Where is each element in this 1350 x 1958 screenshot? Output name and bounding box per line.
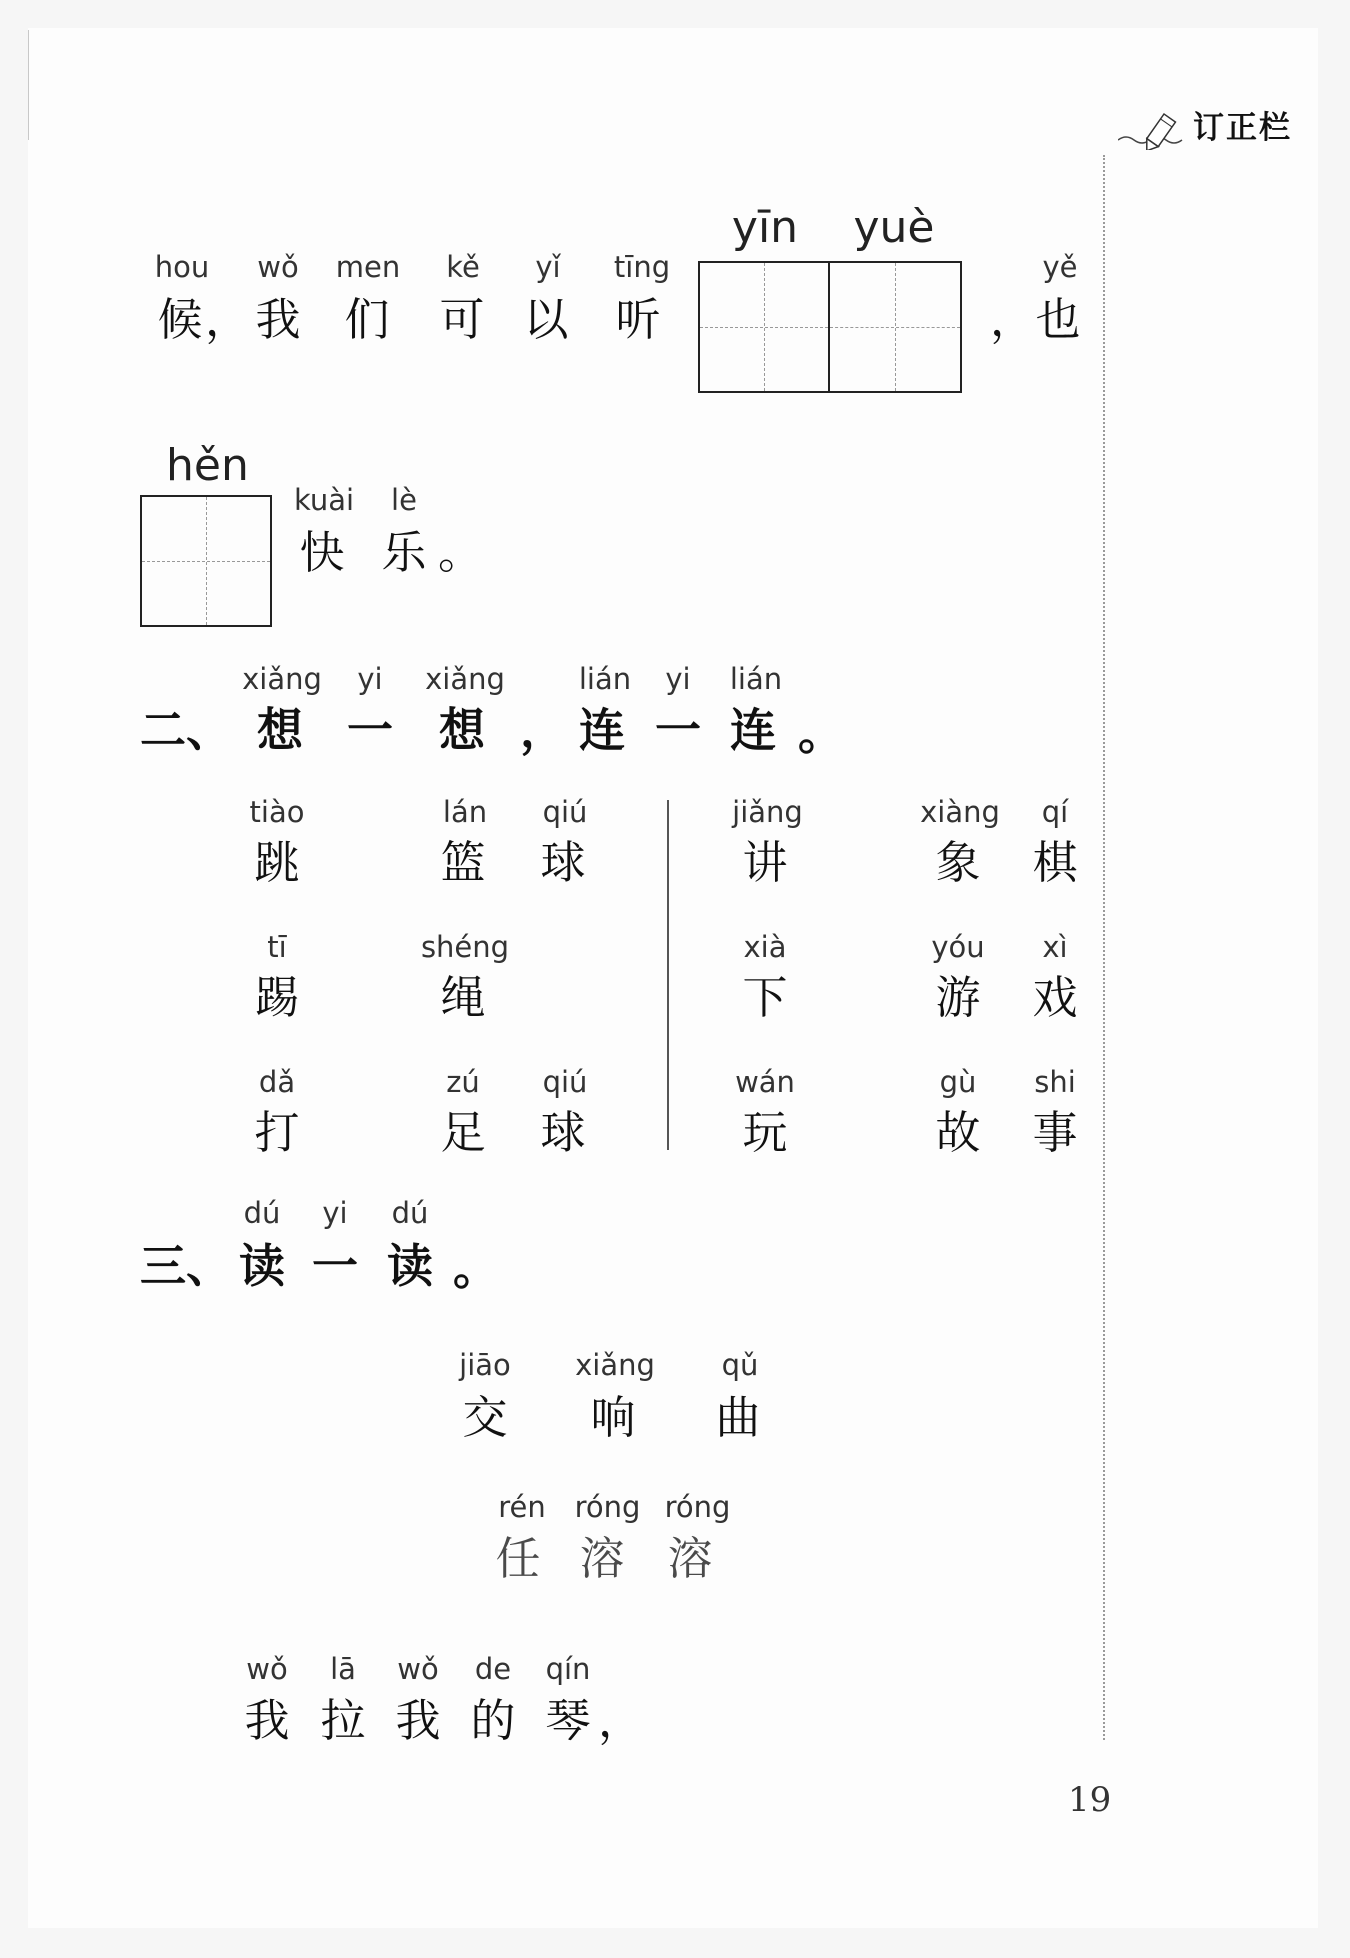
punctuation: 。 <box>453 1241 499 1295</box>
pinyin: róng <box>664 1490 731 1524</box>
pinyin: qín <box>545 1652 591 1686</box>
poem-author-char: 任 <box>495 1532 541 1585</box>
poem-author-char: 溶 <box>579 1532 625 1585</box>
writing-box[interactable] <box>698 261 830 393</box>
match-item[interactable]: 绳 <box>440 971 486 1024</box>
pinyin: jiāo <box>459 1348 511 1382</box>
pinyin: yi <box>665 662 691 696</box>
poem-char: 我 <box>244 1694 290 1747</box>
pinyin: xiǎng <box>575 1348 655 1382</box>
hanzi: 连 <box>579 703 625 757</box>
poem-title-char: 曲 <box>715 1391 761 1444</box>
match-item[interactable]: 球 <box>540 1106 586 1159</box>
pinyin: dǎ <box>258 1065 296 1099</box>
match-item[interactable]: 篮 <box>440 836 486 889</box>
pinyin: yǐ <box>535 250 561 284</box>
pinyin: dú <box>391 1196 429 1230</box>
pinyin: de <box>474 1652 512 1686</box>
match-item[interactable]: 戏 <box>1032 971 1078 1024</box>
pinyin: wǒ <box>246 1652 288 1686</box>
punctuation: 。 <box>438 526 484 579</box>
pinyin: shi <box>1034 1065 1076 1099</box>
hanzi: 读 <box>239 1239 285 1293</box>
pinyin: lán <box>442 795 488 829</box>
pinyin: xiàng <box>920 795 1000 829</box>
pinyin: wán <box>735 1065 795 1099</box>
pinyin: gù <box>939 1065 977 1099</box>
hanzi: 也 <box>1035 293 1081 346</box>
correction-column-divider <box>1103 155 1105 1740</box>
pinyin-prompt: yuè <box>853 202 935 253</box>
match-item[interactable]: 故 <box>935 1106 981 1159</box>
pinyin: xiǎng <box>242 662 322 696</box>
match-item[interactable]: 打 <box>254 1106 300 1159</box>
pinyin: wǒ <box>397 1652 439 1686</box>
hanzi: 们 <box>344 293 390 346</box>
punctuation: ， <box>520 703 566 757</box>
pinyin: lián <box>729 662 783 696</box>
pinyin: yóu <box>931 930 985 964</box>
hanzi: 想 <box>257 703 303 757</box>
pinyin: xì <box>1042 930 1068 964</box>
match-item[interactable]: 下 <box>742 971 788 1024</box>
poem-char: 的 <box>470 1694 516 1747</box>
hanzi: 乐 <box>381 526 427 579</box>
hanzi: 候 <box>157 293 203 346</box>
hanzi: 以 <box>523 293 569 346</box>
pinyin: yi <box>322 1196 348 1230</box>
poem-title-char: 交 <box>462 1391 508 1444</box>
match-item[interactable]: 事 <box>1032 1106 1078 1159</box>
hanzi: 听 <box>615 293 661 346</box>
match-item[interactable]: 跳 <box>254 836 300 889</box>
pinyin: lè <box>391 483 417 517</box>
poem-char: 拉 <box>320 1694 366 1747</box>
pinyin: yě <box>1042 250 1078 284</box>
section-number: 二、 <box>140 703 232 757</box>
pinyin: lā <box>330 1652 356 1686</box>
poem-char: 我 <box>395 1694 441 1747</box>
hanzi: 一 <box>347 703 393 757</box>
pinyin: jiǎng <box>732 795 803 829</box>
punctuation: ， <box>990 293 1036 346</box>
hanzi: 快 <box>299 526 345 579</box>
section-number: 三、 <box>140 1239 232 1293</box>
pinyin: xiǎng <box>425 662 505 696</box>
match-item[interactable]: 讲 <box>742 836 788 889</box>
hanzi: 读 <box>387 1239 433 1293</box>
match-item[interactable]: 球 <box>540 836 586 889</box>
pinyin: hou <box>154 250 210 284</box>
pinyin: tiào <box>249 795 305 829</box>
match-item[interactable]: 象 <box>935 836 981 889</box>
writing-box[interactable] <box>140 495 272 627</box>
pinyin: kuài <box>293 483 355 517</box>
page-edge <box>28 30 29 140</box>
pinyin: wǒ <box>257 250 299 284</box>
pinyin: qǔ <box>721 1348 759 1382</box>
pinyin: kě <box>446 250 480 284</box>
pinyin-prompt: yīn <box>731 202 799 253</box>
match-item[interactable]: 棋 <box>1032 836 1078 889</box>
column-divider <box>667 800 669 1150</box>
pinyin: qí <box>1041 795 1069 829</box>
punctuation: ， <box>205 293 251 346</box>
pinyin: lián <box>578 662 632 696</box>
correction-column-header <box>1118 88 1328 148</box>
match-item[interactable]: 玩 <box>742 1106 788 1159</box>
poem-title-char: 响 <box>590 1391 636 1444</box>
pinyin: róng <box>574 1490 641 1524</box>
pinyin: rén <box>498 1490 546 1524</box>
pinyin: qiú <box>542 795 588 829</box>
hanzi: 连 <box>730 703 776 757</box>
punctuation: 。 <box>798 706 844 760</box>
pinyin: zú <box>446 1065 480 1099</box>
match-item[interactable]: 踢 <box>254 971 300 1024</box>
pinyin: tī <box>267 930 287 964</box>
hanzi: 一 <box>312 1239 358 1293</box>
match-item[interactable]: 游 <box>935 971 981 1024</box>
match-item[interactable]: 足 <box>440 1106 486 1159</box>
pinyin: qiú <box>542 1065 588 1099</box>
punctuation: ， <box>598 1694 644 1747</box>
writing-box[interactable] <box>828 261 962 393</box>
correction-column-label: 订正栏 <box>1193 110 1292 146</box>
hanzi: 我 <box>255 293 301 346</box>
pinyin-prompt: hěn <box>166 440 249 491</box>
hanzi: 可 <box>439 293 485 346</box>
pinyin: yi <box>357 662 383 696</box>
pinyin: shéng <box>420 930 510 964</box>
page-number: 19 <box>1068 1780 1112 1820</box>
pinyin: men <box>335 250 401 284</box>
pinyin: dú <box>243 1196 281 1230</box>
poem-char: 琴 <box>545 1694 591 1747</box>
pinyin: xià <box>743 930 787 964</box>
hanzi: 想 <box>439 703 485 757</box>
pinyin: tīng <box>613 250 671 284</box>
hanzi: 一 <box>655 703 701 757</box>
poem-author-char: 溶 <box>667 1532 713 1585</box>
